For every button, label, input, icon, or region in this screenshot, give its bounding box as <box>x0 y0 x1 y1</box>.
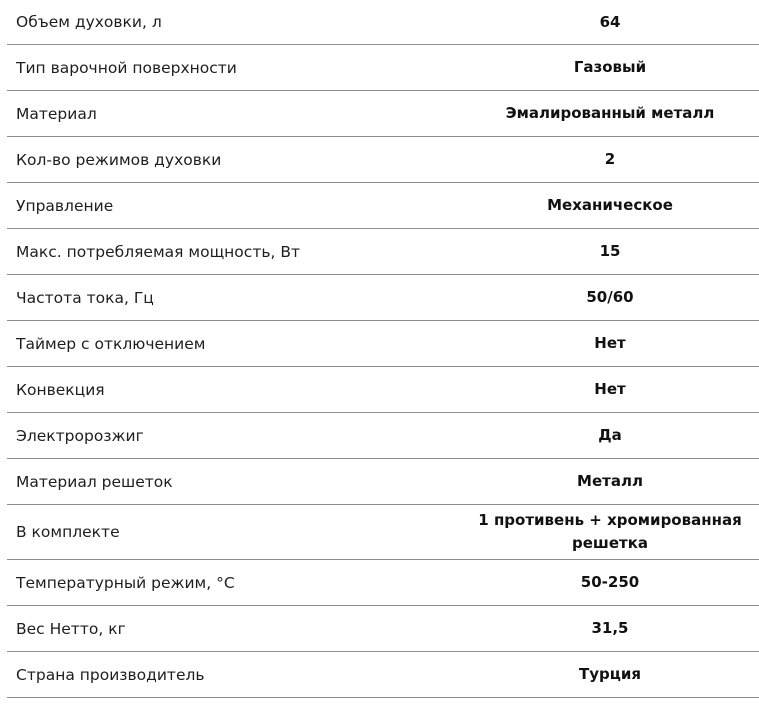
spec-value: 31,5 <box>452 606 759 652</box>
spec-row-oven-modes <box>7 137 759 183</box>
spec-value: Турция <box>452 652 759 698</box>
specifications-table <box>7 0 759 698</box>
spec-value: Нет <box>452 367 759 413</box>
spec-name: Страна производитель <box>7 652 452 698</box>
spec-value: 50-250 <box>452 560 759 606</box>
spec-row-grate-material <box>7 459 759 505</box>
spec-row-max-power <box>7 229 759 275</box>
spec-value: Газовый <box>452 45 759 91</box>
spec-name: Таймер с отключением <box>7 321 452 367</box>
spec-value: Эмалированный металл <box>452 91 759 137</box>
spec-value: 64 <box>452 0 759 45</box>
spec-row-timer <box>7 321 759 367</box>
spec-row-hob-type <box>7 45 759 91</box>
spec-value: Да <box>452 413 759 459</box>
spec-name: Вес Нетто, кг <box>7 606 452 652</box>
spec-row-package <box>7 505 759 560</box>
spec-row-temperature <box>7 560 759 606</box>
spec-name: Материал <box>7 91 452 137</box>
spec-value: 2 <box>452 137 759 183</box>
spec-value: 50/60 <box>452 275 759 321</box>
spec-row-country <box>7 652 759 698</box>
spec-value: 15 <box>452 229 759 275</box>
spec-name: В комплекте <box>7 505 452 560</box>
spec-name: Объем духовки, л <box>7 0 452 45</box>
spec-name: Тип варочной поверхности <box>7 45 452 91</box>
spec-value: Металл <box>452 459 759 505</box>
spec-name: Управление <box>7 183 452 229</box>
spec-value: Нет <box>452 321 759 367</box>
spec-value: Механическое <box>452 183 759 229</box>
spec-name: Частота тока, Гц <box>7 275 452 321</box>
spec-name: Кол-во режимов духовки <box>7 137 452 183</box>
spec-name: Электророзжиг <box>7 413 452 459</box>
spec-name: Температурный режим, °С <box>7 560 452 606</box>
spec-row-frequency <box>7 275 759 321</box>
spec-row-oven-volume <box>7 0 759 45</box>
spec-row-control <box>7 183 759 229</box>
spec-name: Макс. потребляемая мощность, Вт <box>7 229 452 275</box>
spec-name: Конвекция <box>7 367 452 413</box>
spec-name: Материал решеток <box>7 459 452 505</box>
spec-row-convection <box>7 367 759 413</box>
spec-row-electric-ignition <box>7 413 759 459</box>
spec-row-material <box>7 91 759 137</box>
spec-value: 1 противень + хромированная решетка <box>452 505 759 560</box>
spec-row-net-weight <box>7 606 759 652</box>
